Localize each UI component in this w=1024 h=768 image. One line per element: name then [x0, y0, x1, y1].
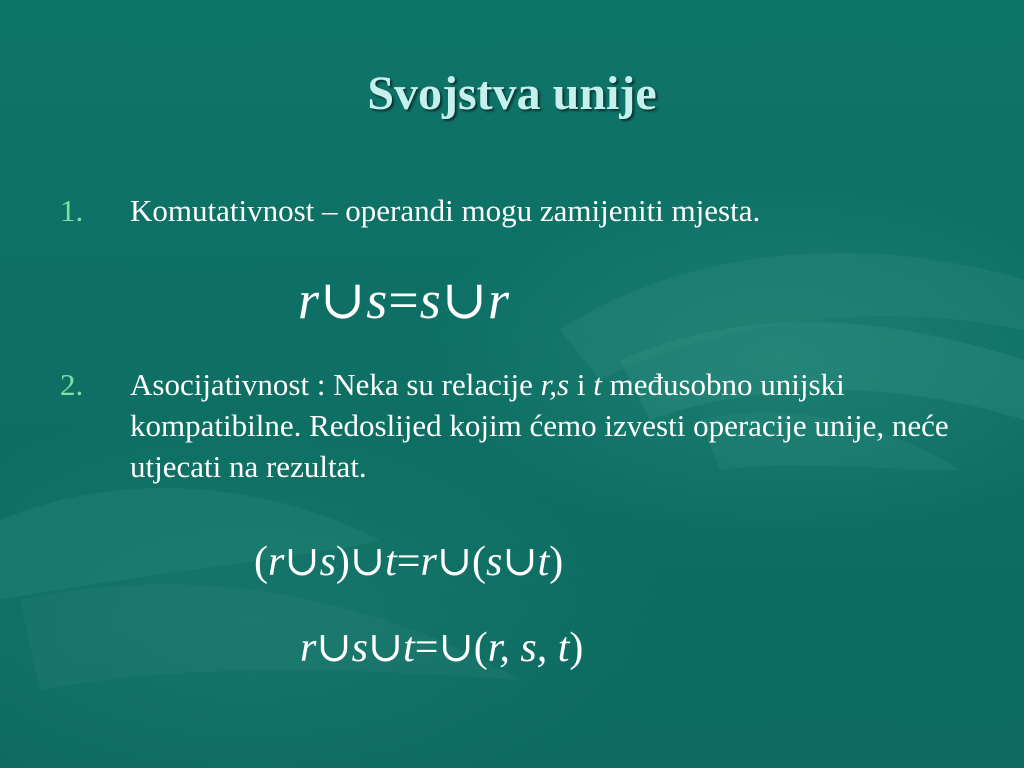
- slide-title: Svojstva unije: [367, 67, 657, 120]
- list-number: 2.: [60, 367, 84, 402]
- list-item-text: Komutativnost – operandi mogu zamijeniti mjesta.: [130, 193, 761, 228]
- list-number: 1.: [60, 193, 84, 228]
- list-item-commutativity: [60, 190, 960, 231]
- union-of-three-formula: r∪s∪t=∪(r, s, t): [300, 625, 584, 671]
- list-item-text: Asocijativnost : Neka su relacije r,s i t međusobno unijski kompatibilne. Redoslijed kojim ćemo izvesti operacije unije, neće utjecati na rezultat.: [130, 367, 949, 484]
- list-item-associativity: [60, 364, 960, 487]
- commutativity-formula: r∪s=s∪r: [298, 270, 511, 330]
- associativity-formula: (r∪s)∪t=r∪(s∪t): [254, 539, 564, 585]
